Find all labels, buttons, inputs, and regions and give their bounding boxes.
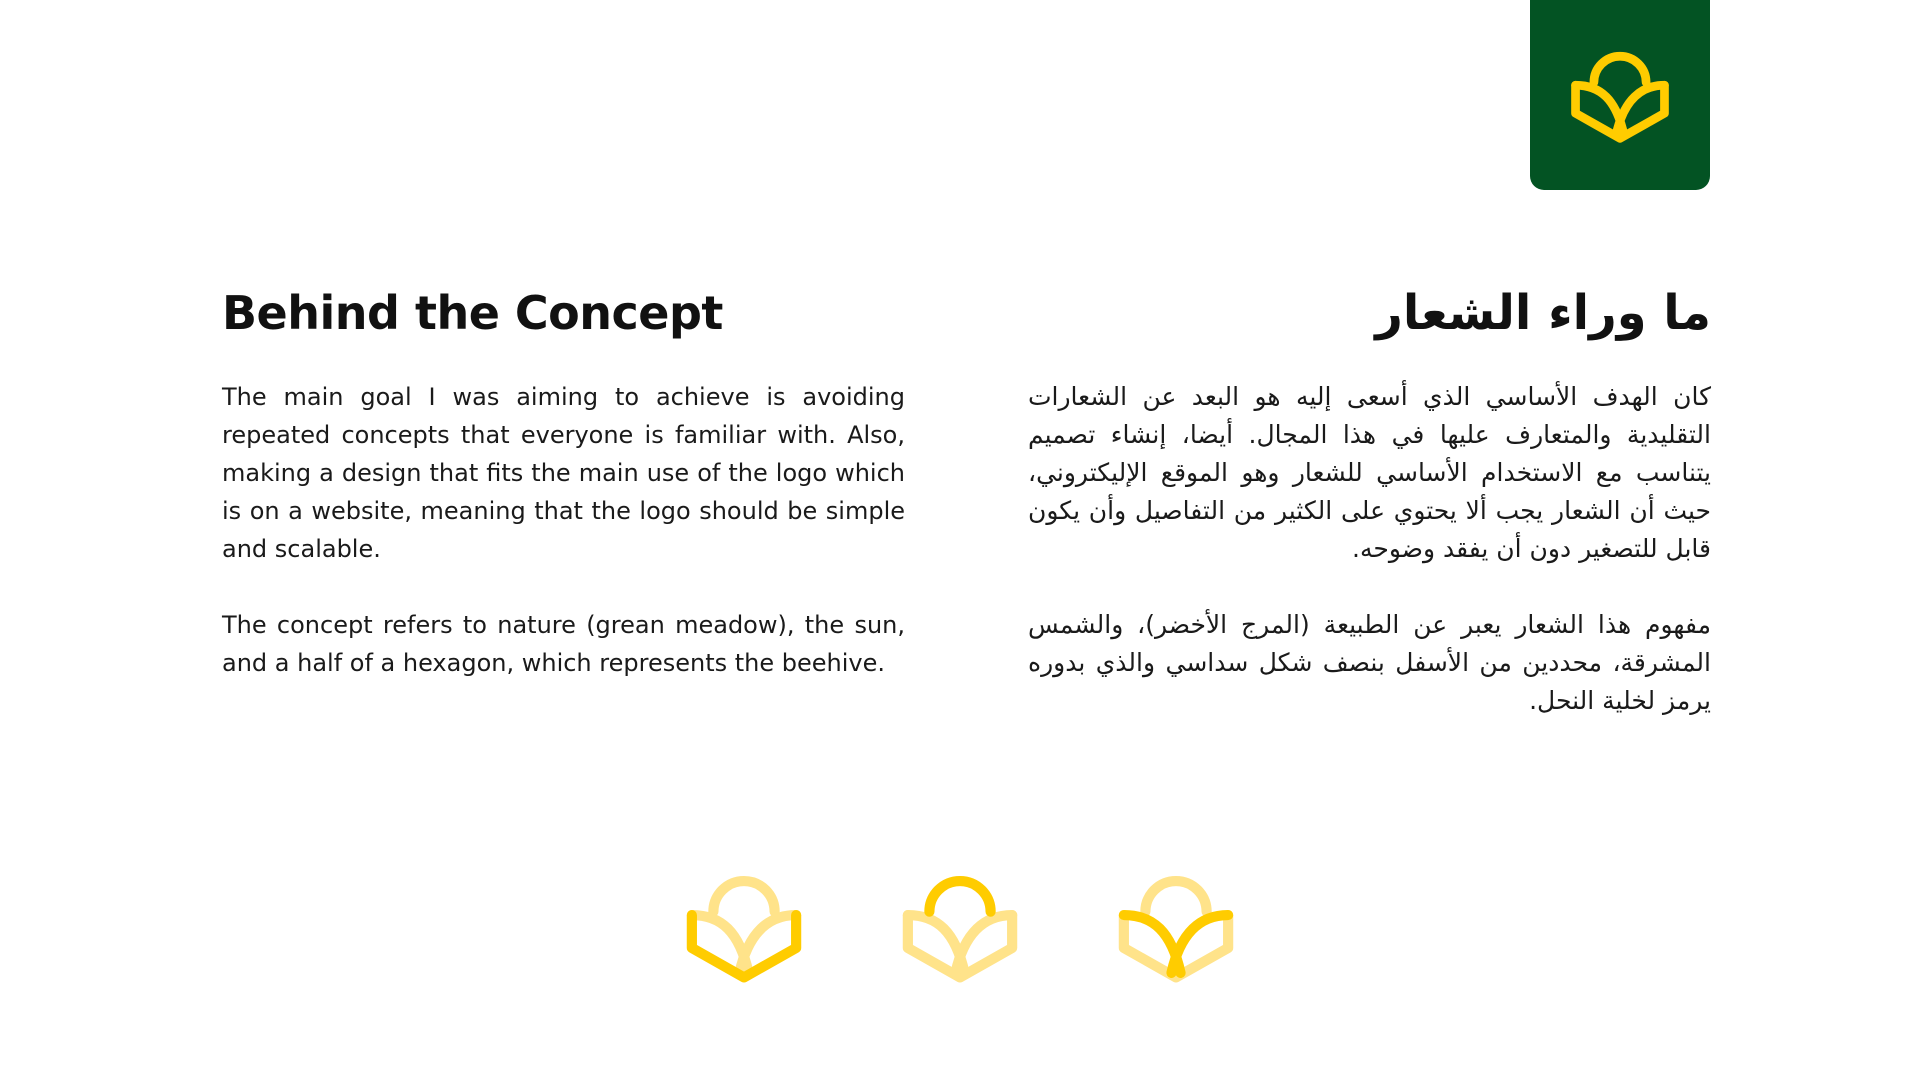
arabic-paragraph-goal: كان الهدف الأساسي الذي أسعى إليه هو البعد عن الشعارات التقليدية والمتعارف عليها في هذا المجال. أيضا، إنشاء تصميم يتناسب مع الاستخدام الأساسي للشعار وهو الموقع الإليكتروني، حيث أن الشعار يجب ألا يحتوي على الكثير من التفاصيل وأن يكون قابل للتصغير دون أن يفقد وضوحه. [1028, 382, 1711, 563]
brand-logo-tab [1530, 0, 1710, 190]
hexagon-sun-meadow-logo-icon [1562, 34, 1678, 150]
variant-hexagon-highlight [676, 855, 812, 991]
meadow-highlight-icon [1108, 855, 1244, 991]
hexagon-highlight-icon [676, 855, 812, 991]
variant-meadow-highlight [1108, 855, 1244, 991]
english-heading: Behind the Concept [222, 286, 723, 340]
english-column [222, 283, 905, 682]
arabic-paragraph-concept: مفهوم هذا الشعار يعبر عن الطبيعة (المرج الأخضر)، والشمس المشرقة، محددين من الأسفل بنصف شكل سداسي والذي بدوره يرمز لخلية النحل. [1028, 610, 1711, 715]
logo-variants [0, 855, 1920, 991]
arabic-heading: ما وراء الشعار [1375, 285, 1711, 341]
sun-highlight-icon [892, 855, 1028, 991]
arabic-column [1028, 283, 1711, 720]
english-paragraph-concept: The concept refers to nature (grean meadow), the sun, and a half of a hexagon, which represents the beehive. [222, 611, 905, 677]
english-paragraph-goal: The main goal I was aiming to achieve is avoiding repeated concepts that everyone is familiar with. Also, making a design that fits the main use of the logo which is on a website, meaning that the logo should be simple and scalable. [222, 383, 905, 563]
variant-sun-highlight [892, 855, 1028, 991]
